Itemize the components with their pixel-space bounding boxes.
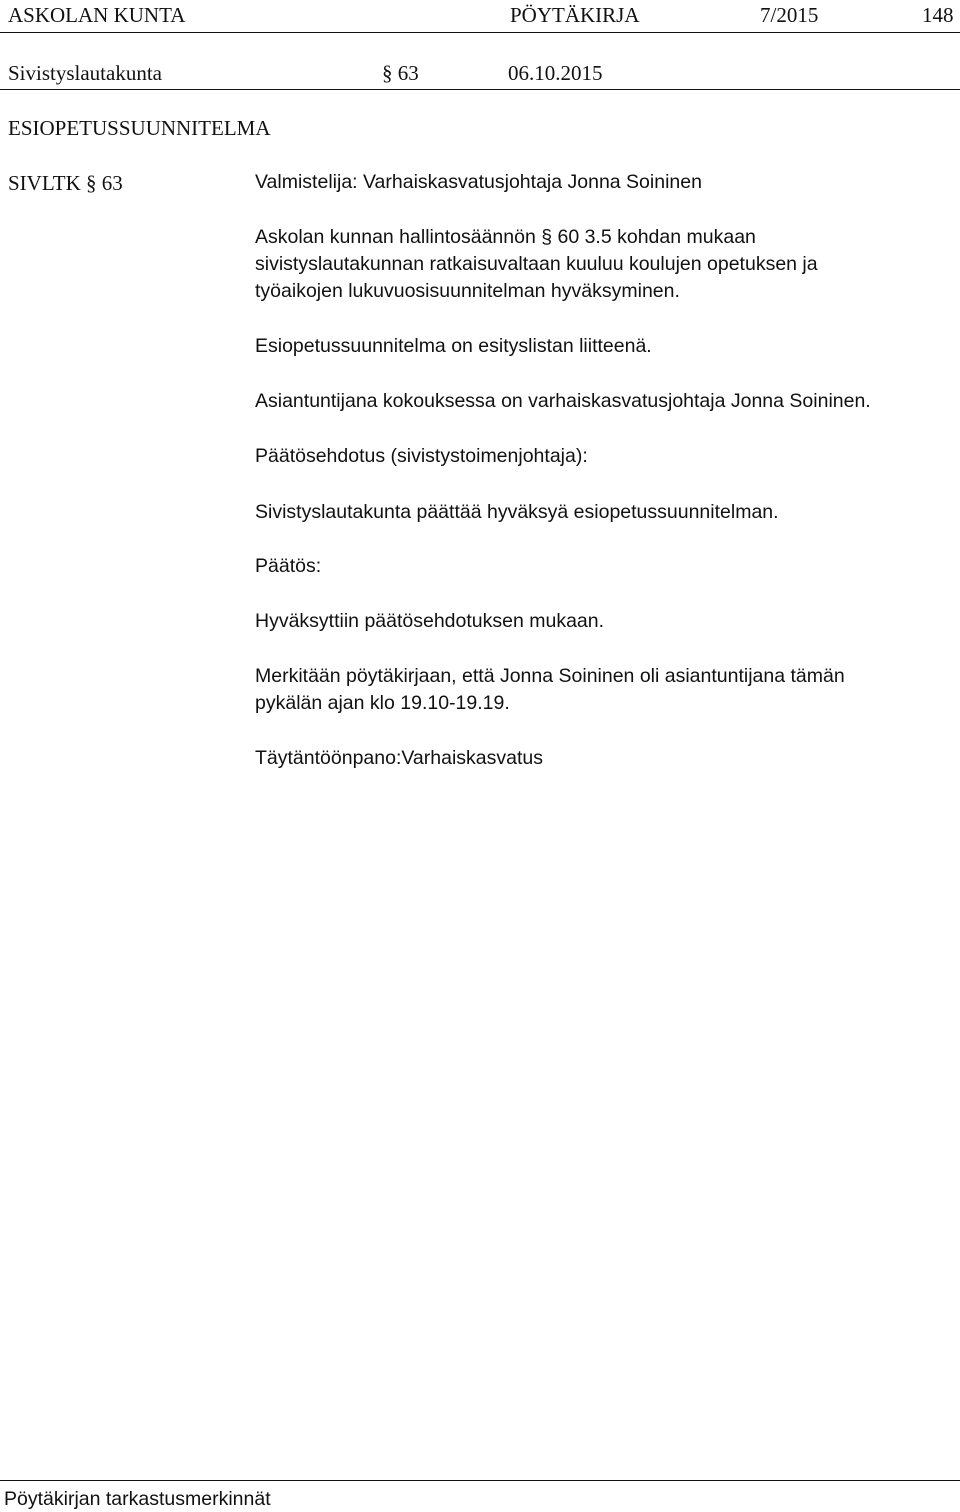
document-number: 7/2015 [760,3,819,27]
decision-label: Päätös: [255,555,322,577]
header-divider-bottom [0,89,960,90]
review-marks-label: Pöytäkirjan tarkastusmerkinnät [4,1488,271,1510]
execution-line: Täytäntöönpano:Varhaiskasvatus [255,747,543,769]
paragraph-1-line-3: työaikojen lukuvuosisuunnitelman hyväksyminen. [255,280,680,302]
paragraph-1-line-2: sivistyslautakunnan ratkaisuvaltaan kuuluu koulujen opetuksen ja [255,253,818,275]
header-divider-top [0,32,960,33]
page-number: 148 [922,3,954,27]
footer-divider [0,1480,960,1481]
proposal-label: Päätösehdotus (sivistystoimenjohtaja): [255,445,588,467]
board-name: Sivistyslautakunta [8,61,162,85]
decision-text: Hyväksyttiin päätösehdotuksen mukaan. [255,610,605,632]
section-reference: SIVLTK § 63 [8,171,123,195]
paragraph-2: Esiopetussuunnitelma on esityslistan liitteenä. [255,335,652,357]
section-title: ESIOPETUSSUUNNITELMA [8,116,271,140]
municipality-name: ASKOLAN KUNTA [8,3,186,27]
proposal-text: Sivistyslautakunta päättää hyväksyä esiopetussuunnitelman. [255,501,779,523]
paragraph-1-line-1: Askolan kunnan hallintosäännön § 60 3.5 kohdan mukaan [255,226,756,248]
paragraph-3: Asiantuntijana kokouksessa on varhaiskasvatusjohtaja Jonna Soininen. [255,390,871,412]
note-line-1: Merkitään pöytäkirjaan, että Jonna Soininen oli asiantuntijana tämän [255,665,845,687]
note-line-2: pykälän ajan klo 19.10-19.19. [255,692,510,714]
meeting-date: 06.10.2015 [508,61,603,85]
preparer-line: Valmistelija: Varhaiskasvatusjohtaja Jonna Soininen [255,171,702,193]
document-type: PÖYTÄKIRJA [510,3,640,27]
section-number: § 63 [382,61,419,85]
